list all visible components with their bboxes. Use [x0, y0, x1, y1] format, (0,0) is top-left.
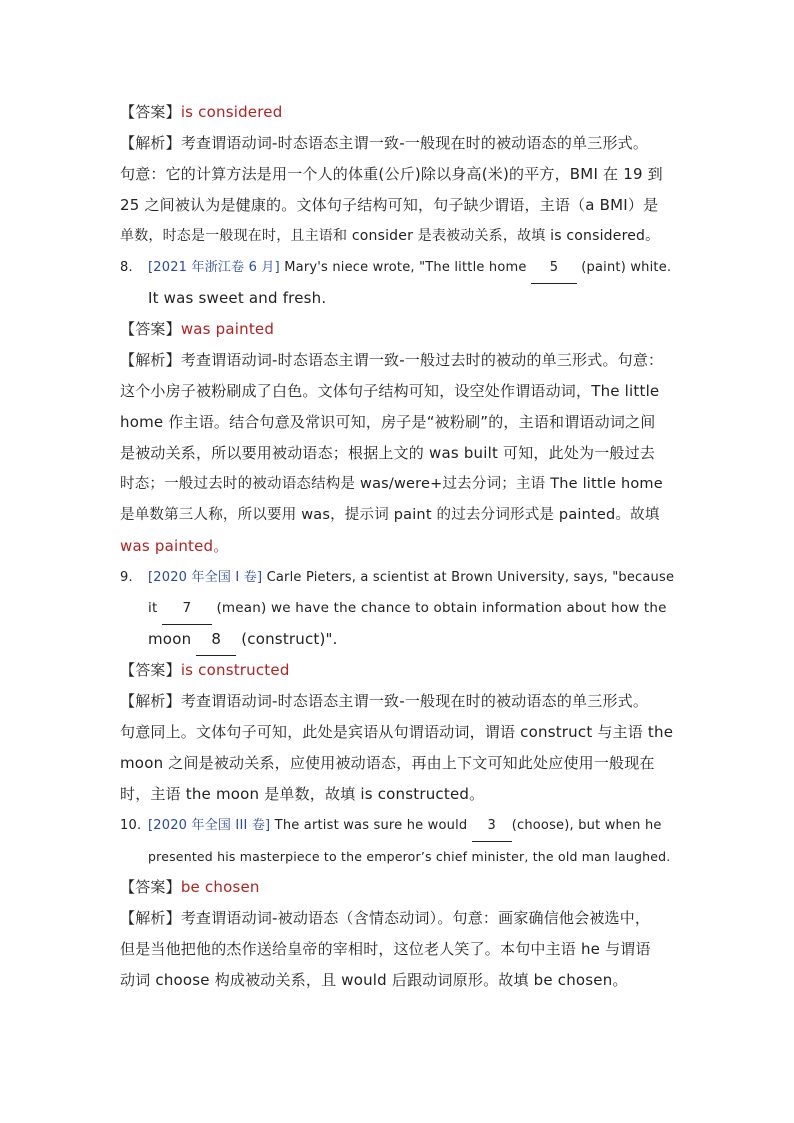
answer-text: was painted: [180, 320, 275, 338]
analysis-line: moon 之间是被动关系，应使用被动语态，再由上下文可知此处应使用一般现在: [120, 754, 655, 772]
question-number: 10.: [120, 818, 142, 833]
question-number: 9.: [120, 570, 133, 585]
analysis-line: home 作主语。结合句意及常识可知，房子是“被粉刷”的，主语和谓语动词之间: [120, 413, 656, 431]
analysis-text: 考查谓语动词-时态语态主谓一致-一般过去时的被动的单三形式。句意：: [180, 351, 664, 369]
question-line: [120, 252, 676, 283]
question-text: Mary's niece wrote, "The little home: [284, 260, 527, 275]
blank-number: 5: [531, 252, 577, 284]
answer-line: [120, 872, 676, 903]
question-source: [2020 年全国 I 卷]: [148, 570, 263, 585]
document-page: [120, 97, 676, 996]
question-source: [2020 年全国 III 卷]: [148, 818, 271, 833]
analysis-line: [120, 345, 676, 376]
analysis-text: 考查谓语动词-时态语态主谓一致-一般现在时的被动语态的单三形式。: [180, 134, 649, 152]
blank-number: 7: [162, 593, 212, 625]
analysis-tag: 【解析】: [120, 692, 181, 710]
analysis-tag: 【解析】: [120, 909, 181, 927]
analysis-tag: 【解析】: [120, 351, 181, 369]
analysis-line: 时态；一般过去时的被动语态结构是 was/were+过去分词；主语 The little home: [120, 476, 663, 492]
analysis-line: 时，主语 the moon 是单数，故填 is constructed。: [120, 785, 485, 803]
question-source: [2021 年浙江卷 6 月]: [148, 260, 280, 275]
question-line: [120, 810, 676, 841]
question-line: [120, 562, 676, 593]
analysis-line: 句意：它的计算方法是用一个人的体重(公斤)除以身高(米)的平方，BMI 在 19 到: [120, 165, 663, 183]
analysis-line: 25 之间被认为是健康的。文体句子结构可知，句子缺少谓语，主语（a BMI）是: [120, 196, 659, 214]
analysis-text: 考查谓语动词-被动语态（含情态动词）。句意：画家确信他会被选中，: [180, 909, 651, 927]
analysis-tag: 【解析】: [120, 134, 181, 152]
analysis-line: [120, 686, 676, 717]
answer-tag: 【答案】: [120, 103, 181, 121]
analysis-line: [120, 903, 676, 934]
analysis-line: 动词 choose 构成被动关系，且 would 后跟动词原形。故填 be chosen。: [120, 971, 628, 989]
answer-line: [120, 314, 676, 345]
answer-text: be chosen: [180, 878, 260, 896]
answer-text: is considered: [180, 103, 283, 121]
question-number: 8.: [120, 260, 133, 275]
answer-tag: 【答案】: [120, 320, 181, 338]
answer-tag: 【答案】: [120, 661, 181, 679]
question-text: it: [148, 600, 158, 616]
answer-line: [120, 655, 676, 686]
question-line: [120, 624, 676, 655]
analysis-line: 这个小房子被粉刷成了白色。文体句子结构可知，设空处作谓语动词，The little: [120, 382, 660, 400]
analysis-line: 是被动关系，所以要用被动语态；根据上文的 was built 可知，此处为一般过去: [120, 444, 656, 462]
question-text: moon: [148, 630, 192, 648]
question-text: Carle Pieters, a scientist at Brown University, says, "because: [266, 570, 675, 585]
question-line: It was sweet and fresh.: [148, 289, 327, 307]
blank-number: 8: [196, 624, 236, 656]
question-text: (construct)".: [241, 630, 338, 648]
analysis-text: 考查谓语动词-时态语态主谓一致-一般现在时的被动语态的单三形式。: [180, 692, 649, 710]
answer-text: is constructed: [180, 661, 290, 679]
blank-number: 3: [472, 810, 512, 842]
analysis-line: 是单数第三人称，所以要用 was，提示词 paint 的过去分词形式是 painted。故填: [120, 507, 660, 523]
answer-tag: 【答案】: [120, 878, 181, 896]
analysis-line: 单数，时态是一般现在时，且主语和 consider 是表被动关系，故填 is considered。: [120, 228, 660, 244]
question-text: (mean) we have the chance to obtain information about how the: [216, 600, 667, 616]
question-line: [120, 593, 676, 624]
analysis-line: [120, 128, 676, 159]
question-text: The artist was sure he would: [274, 818, 468, 833]
answer-line: [120, 97, 676, 128]
question-text: (choose), but when he: [511, 818, 662, 833]
analysis-line: 但是当他把他的杰作送给皇帝的宰相时，这位老人笑了。本句中主语 he 与谓语: [120, 940, 651, 958]
analysis-line: 句意同上。文体句子可知，此处是宾语从句谓语动词，谓语 construct 与主语 the: [120, 723, 674, 741]
question-text: (paint) white.: [581, 260, 672, 275]
question-line: presented his masterpiece to the emperor’s chief minister, the old man laughed.: [148, 849, 671, 864]
analysis-line: was painted。: [120, 537, 229, 555]
